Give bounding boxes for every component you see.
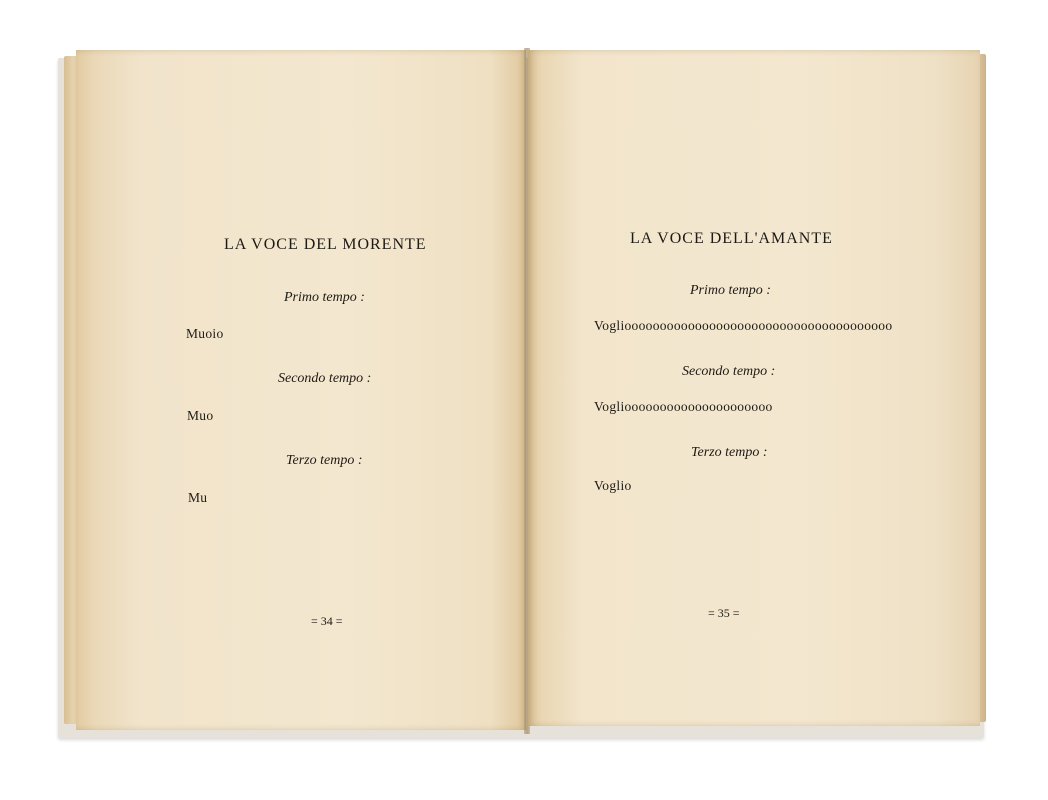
left-tempo-3: Terzo tempo : <box>286 453 363 468</box>
right-page <box>528 50 980 726</box>
left-page <box>76 50 526 730</box>
left-page-number: = 34 = <box>311 614 343 628</box>
right-verse-1: Voglioooooooooooooooooooooooooooooooooooooo <box>594 318 893 333</box>
right-page-number: = 35 = <box>708 606 740 620</box>
left-tempo-2: Secondo tempo : <box>278 371 372 386</box>
left-page-title: LA VOCE DEL MORENTE <box>224 236 427 253</box>
right-tempo-1: Primo tempo : <box>690 283 771 298</box>
right-verse-2: Vogliooooooooooooooooooooo <box>594 399 773 414</box>
open-book <box>58 44 990 740</box>
left-verse-2: Muo <box>187 408 214 423</box>
left-verse-3: Mu <box>188 490 208 505</box>
left-tempo-1: Primo tempo : <box>284 290 365 305</box>
right-tempo-3: Terzo tempo : <box>691 445 768 460</box>
right-tempo-2: Secondo tempo : <box>682 364 776 379</box>
right-verse-3: Voglio <box>594 478 632 493</box>
right-page-title: LA VOCE DELL'AMANTE <box>630 230 833 247</box>
left-verse-1: Muoio <box>186 326 224 341</box>
